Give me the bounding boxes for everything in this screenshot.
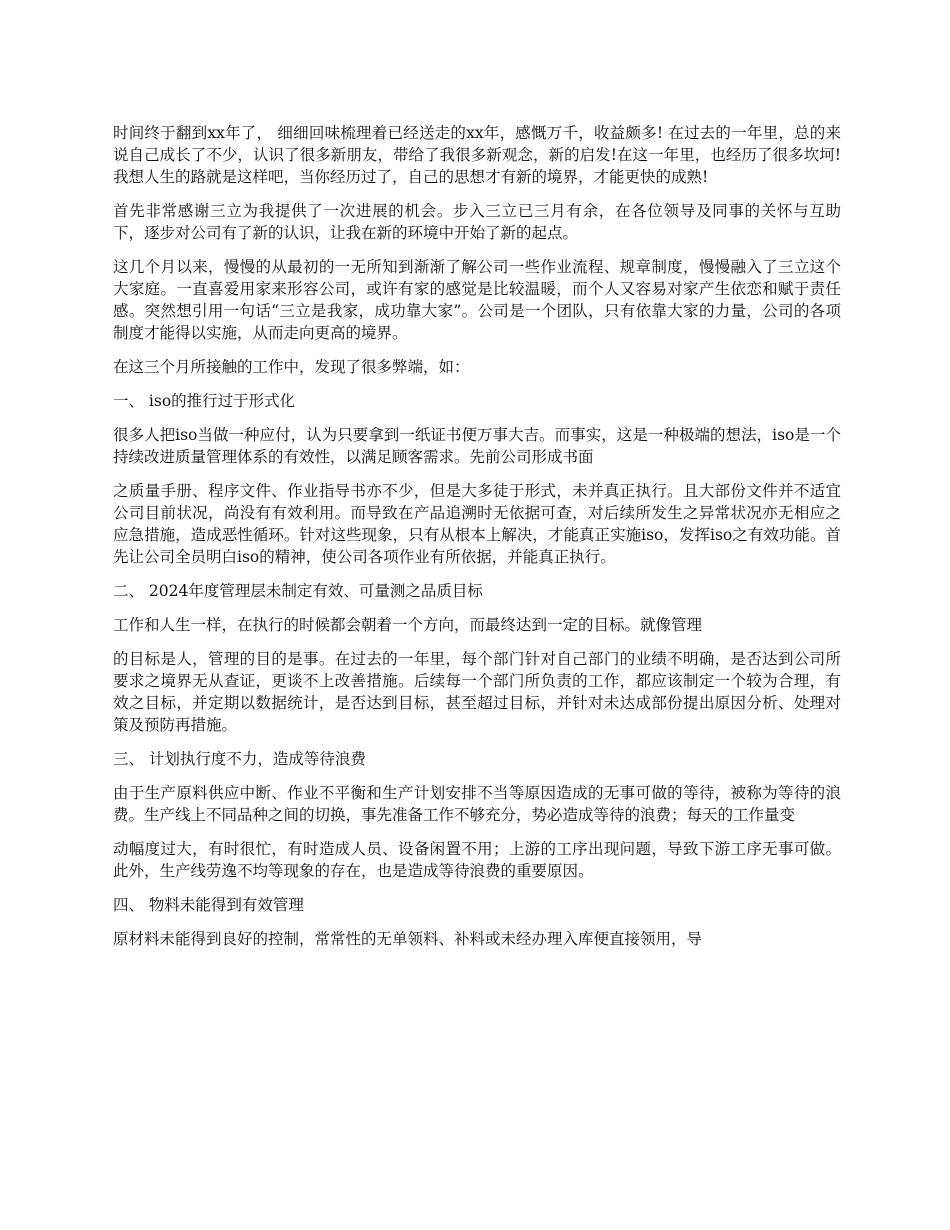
- paragraph-recent-months: 这几个月以来，慢慢的从最初的一无所知到渐渐了解公司一些作业流程、规章制度，慢慢融入了三立这个大家庭。一直喜爱用家来形容公司，或许有家的感觉是比较温暖，而个人又容易对家产生依恋和赋于责任感。突然想引用一句话“三立是我家，成功靠大家”。公司是一个团队，只有依靠大家的力量，公司的各项制度才能得以实施，从而走向更高的境界。: [113, 258, 841, 342]
- paragraph-issue-2-a: 工作和人生一样，在执行的时候都会朝着一个方向，而最终达到一定的目标。就像管理: [113, 616, 703, 634]
- paragraph-issue-3-a: 由于生产原料供应中断、作业不平衡和生产计划安排不当等原因造成的无事可做的等待，被称为等待的浪费。生产线上不同品种之间的切换，事先准备工作不够充分，势必造成等待的浪费；每天的工作量变: [113, 784, 841, 824]
- paragraph-issue-1-a: 很多人把iso当做一种应付，认为只要拿到一纸证书便万事大吉。而事实，这是一种极端的想法，iso是一个持续改进质量管理体系的有效性，以满足顾客需求。先前公司形成书面: [113, 426, 841, 466]
- paragraph-thanks: 首先非常感谢三立为我提供了一次进展的机会。步入三立已三月有余，在各位领导及同事的关怀与互助下，逐步对公司有了新的认识，让我在新的环境中开始了新的起点。: [113, 202, 841, 242]
- heading-issue-1: 一、 iso的推行过于形式化: [113, 392, 296, 410]
- heading-issue-4: 四、 物料未能得到有效管理: [113, 896, 304, 914]
- paragraph-intro: 时间终于翻到xx年了， 细细回味梳理着已经送走的xx年，感慨万千，收益颇多! 在过去的一年里，总的来说自己成长了不少，认识了很多新朋友，带给了我很多新观念，新的启发!在这一年里，也经历了很多坎坷!我想人生的路就是这样吧，当你经历过了，自己的思想才有新的境界，才能更快的成熟!: [113, 124, 841, 186]
- paragraph-issue-1-b: 之质量手册、程序文件、作业指导书亦不少，但是大多徒于形式，未并真正执行。且大部份文件并不适宜公司目前状况，尚没有有效利用。而导致在产品追溯时无依据可查，对后续所发生之异常状况亦无相应之应急措施，造成恶性循环。针对这些现象，只有从根本上解决，才能真正实施iso，发挥iso之有效功能。首先让公司全员明白iso的精神，使公司各项作业有所依据，并能真正执行。: [113, 482, 841, 566]
- paragraph-issue-3-b: 动幅度过大，有时很忙，有时造成人员、设备闲置不用；上游的工序出现问题，导致下游工序无事可做。此外，生产线劳逸不均等现象的存在，也是造成等待浪费的重要原因。: [113, 840, 841, 880]
- document-body: [113, 122, 841, 962]
- paragraph-issue-4-a: 原材料未能得到良好的控制，常常性的无单领料、补料或未经办理入库便直接领用，导: [113, 930, 703, 948]
- heading-issue-3: 三、 计划执行度不力，造成等待浪费: [113, 750, 366, 768]
- heading-issue-2: 二、 2024年度管理层未制定有效、可量测之品质目标: [113, 582, 483, 600]
- paragraph-issues-intro: 在这三个月所接触的工作中，发现了很多弊端，如：: [113, 358, 470, 376]
- paragraph-issue-2-b: 的目标是人，管理的目的是事。在过去的一年里，每个部门针对自己部门的业绩不明确，是否达到公司所要求之境界无从查证，更谈不上改善措施。后续每一个部门所负责的工作，都应该制定一个较为合理，有效之目标，并定期以数据统计，是否达到目标，甚至超过目标，并针对未达成部份提出原因分析、处理对策及预防再措施。: [113, 650, 841, 734]
